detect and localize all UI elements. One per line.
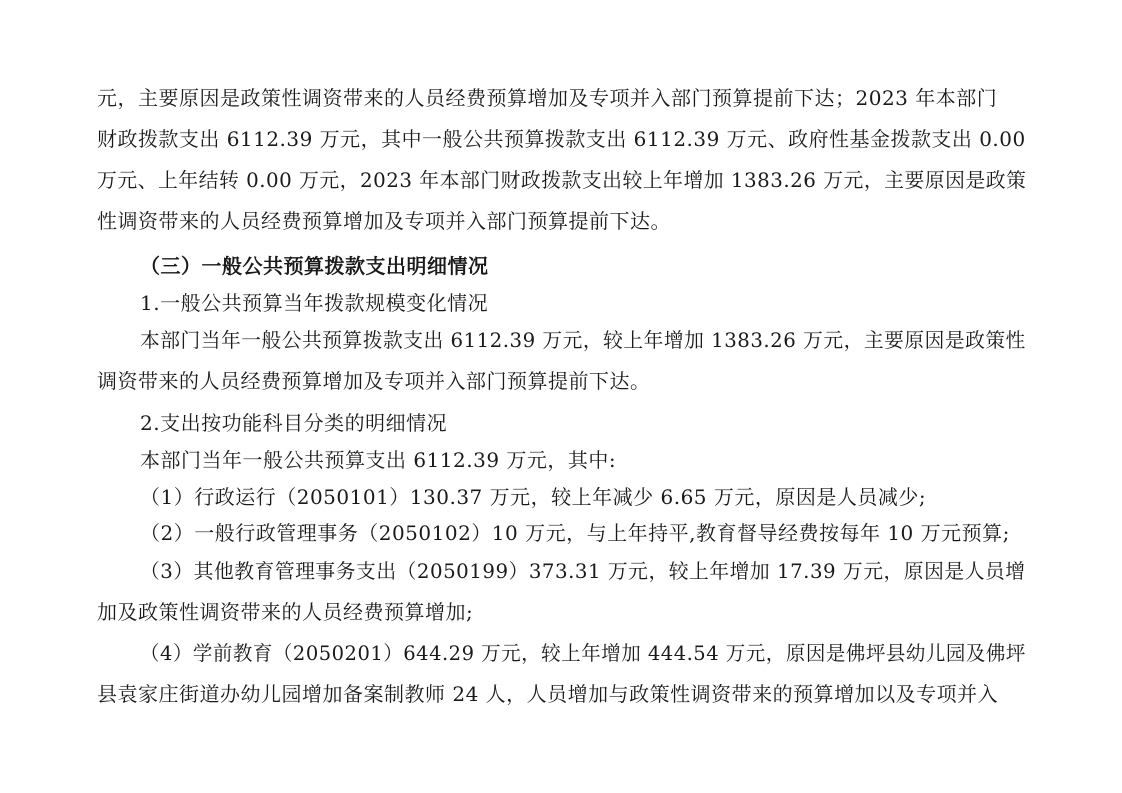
list-item-text: （3）其他教育管理事务支出（2050199）373.31 万元，较上年增加 17.39 万元，原因是人员增 [140,559,1026,583]
text-line-content: 县袁家庄街道办幼儿园增加备案制教师 24 人，人员增加与政策性调资带来的预算增加以及专项并入 [97,682,999,706]
text-line [0,165,1122,195]
section-heading-text: （三）一般公共预算拨款支出明细情况 [140,254,489,278]
text-line-content: 性调资带来的人员经费预算增加及专项并入部门预算提前下达。 [97,209,671,233]
subsection-heading-text: 1.一般公共预算当年拨款规模变化情况 [140,291,489,315]
text-line-content: 调资带来的人员经费预算增加及专项并入部门预算提前下达。 [97,369,651,393]
text-line [0,679,1122,709]
text-line [0,325,1122,355]
text-line-content: 本部门当年一般公共预算拨款支出 6112.39 万元，较上年增加 1383.26 万元，主要原因是政策性 [140,328,1026,352]
text-line-content: 加及政策性调资带来的人员经费预算增加; [97,600,474,624]
text-line-content: 元，主要原因是政策性调资带来的人员经费预算增加及专项并入部门预算提前下达；2023 年本部门 [97,86,998,110]
subsection-heading [0,288,1122,318]
text-line-content: 万元、上年结转 0.00 万元，2023 年本部门财政拨款支出较上年增加 1383.26 万元，主要原因是政策 [97,168,1027,192]
list-item [0,638,1122,668]
text-line-content: 本部门当年一般公共预算支出 6112.39 万元，其中: [140,448,617,472]
list-item [0,482,1122,512]
section-heading [0,251,1122,281]
list-item [0,518,1122,548]
list-item-text: （2）一般行政管理事务（2050102）10 万元，与上年持平,教育督导经费按每年 10 万元预算; [140,521,1010,545]
subsection-heading [0,408,1122,438]
list-item [0,556,1122,586]
text-line [0,445,1122,475]
list-item-text: （1）行政运行（2050101）130.37 万元，较上年减少 6.65 万元，原因是人员减少; [140,485,927,509]
text-line-content: 财政拨款支出 6112.39 万元，其中一般公共预算拨款支出 6112.39 万元、政府性基金拨款支出 0.00 [97,127,1026,151]
subsection-heading-text: 2.支出按功能科目分类的明细情况 [140,411,448,435]
text-line [0,206,1122,236]
text-line [0,124,1122,154]
text-line [0,83,1122,113]
text-line [0,597,1122,627]
list-item-text: （4）学前教育（2050201）644.29 万元，较上年增加 444.54 万元，原因是佛坪县幼儿园及佛坪 [140,641,1026,665]
text-line [0,366,1122,396]
